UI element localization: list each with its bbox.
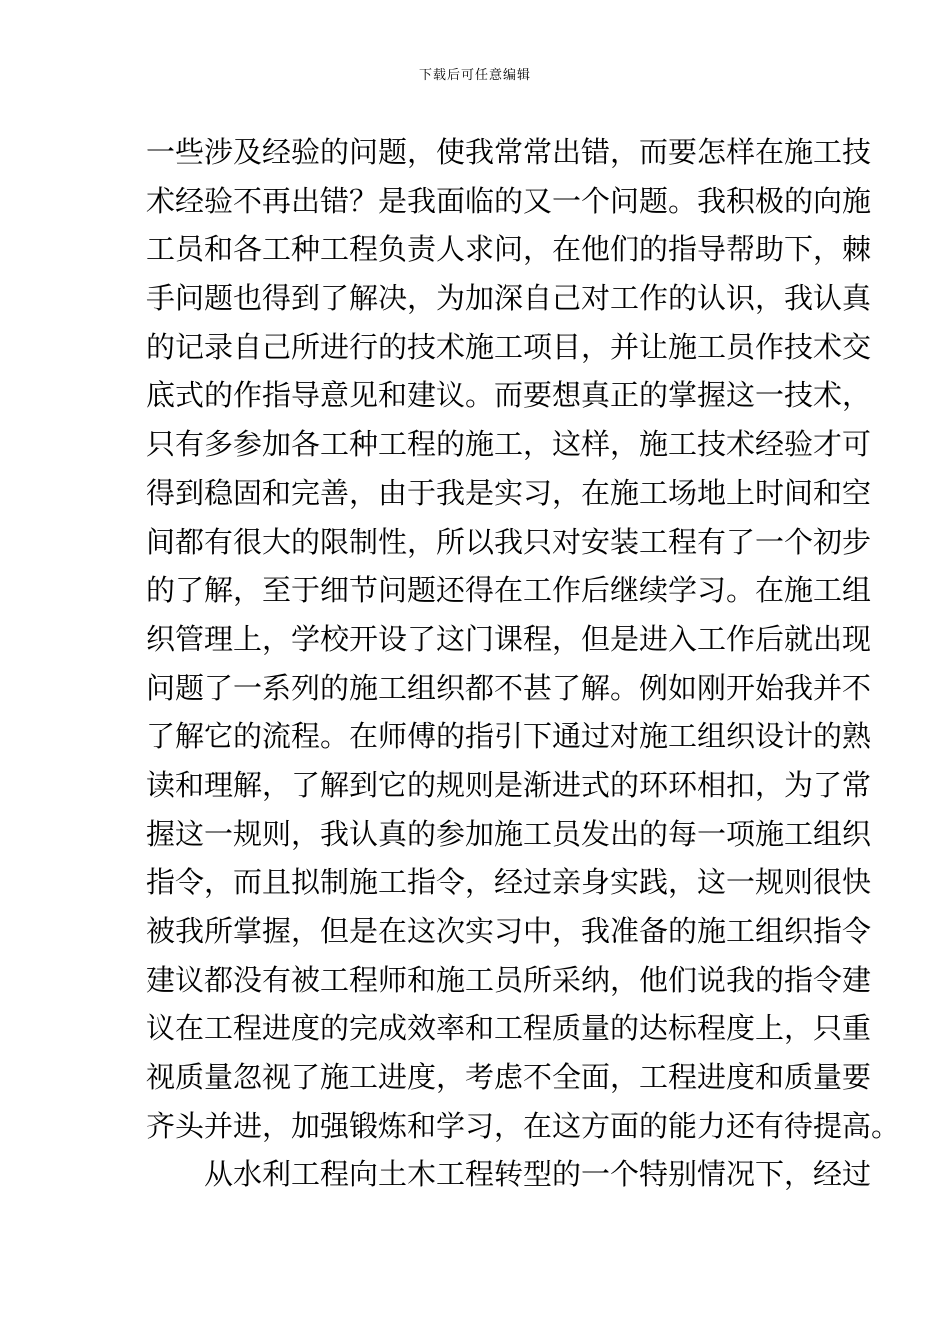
text-line: 握这一规则，我认真的参加施工员发出的每一项施工组织 [146,816,872,851]
text-line: 的记录自己所进行的技术施工项目，并让施工员作技术交 [146,329,872,364]
text-line: 了解它的流程。在师傅的指引下通过对施工组织设计的熟 [146,719,872,754]
page-header: 下载后可任意编辑 [418,68,531,83]
text-line: 得到稳固和完善，由于我是实习，在施工场地上时间和空 [146,475,872,510]
text-line: 视质量忽视了施工进度，考虑不全面，工程进度和质量要 [146,1060,872,1095]
text-line: 的了解，至于细节问题还得在工作后继续学习。在施工组 [146,573,872,608]
document-body [146,128,901,1199]
text-line: 只有多参加各工种工程的施工，这样，施工技术经验才可 [146,427,872,462]
paragraph-last-line: 齐头并进，加强锻炼和学习，在这方面的能力还有待提高。 [146,1108,901,1143]
text-line: 被我所掌握，但是在这次实习中，我准备的施工组织指令 [146,914,872,948]
text-line: 底式的作指导意见和建议。而要想真正的掌握这一技术， [146,378,872,413]
text-line: 间都有很大的限制性，所以我只对安装工程有了一个初步 [146,524,872,559]
paragraph-first-line: 从水利工程向土木工程转型的一个特别情况下，经过 [204,1157,872,1192]
text-line: 手问题也得到了解决，为加深自己对工作的认识，我认真 [146,281,872,316]
text-line: 建议都没有被工程师和施工员所采纳，他们说我的指令建 [146,962,872,997]
text-line: 织管理上，学校开设了这门课程，但是进入工作后就出现 [146,621,872,656]
text-line: 工员和各工种工程负责人求问，在他们的指导帮助下，棘 [146,232,872,267]
text-line: 议在工程进度的完成效率和工程质量的达标程度上，只重 [146,1011,872,1046]
text-line: 术经验不再出错？是我面临的又一个问题。我积极的向施 [146,183,872,218]
text-line: 读和理解，了解到它的规则是渐进式的环环相扣，为了常 [146,767,872,802]
text-line: 指令，而且拟制施工指令，经过亲身实践，这一规则很快 [146,865,872,900]
text-line: 问题了一系列的施工组织都不甚了解。例如刚开始我并不 [146,670,872,705]
text-line: 一些涉及经验的问题，使我常常出错，而要怎样在施工技 [146,135,872,169]
